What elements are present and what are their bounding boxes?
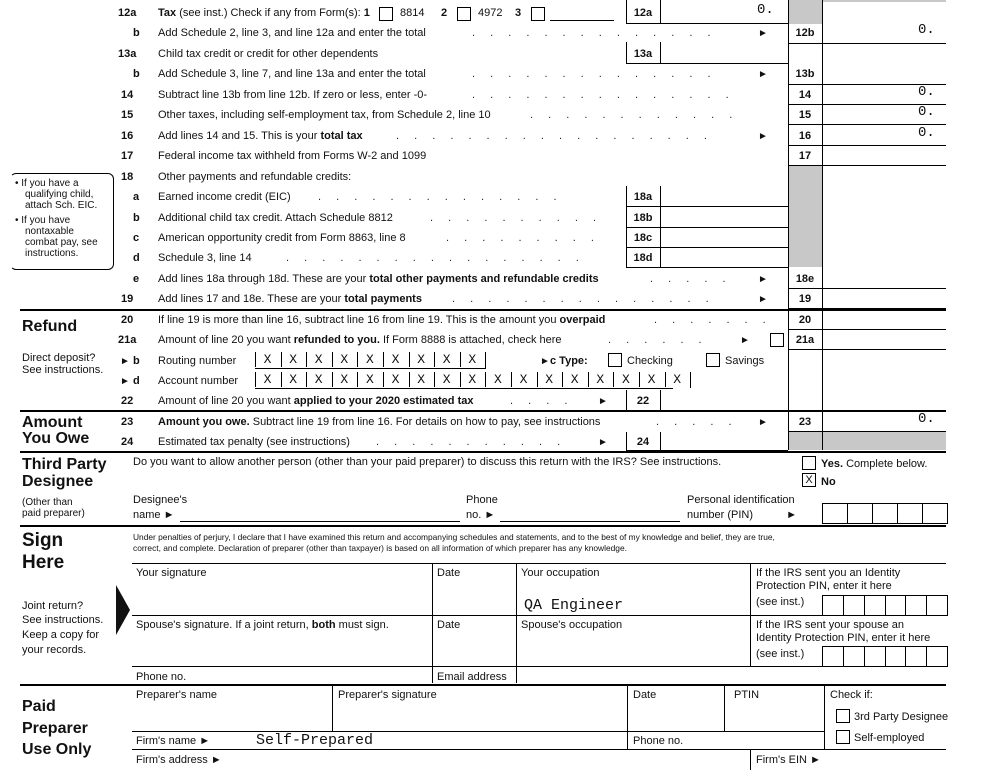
leader-dots: . . . . . . . . . . . . . . . [452, 293, 715, 305]
preparer-date-label: Date [633, 689, 657, 701]
leader-dots: . . . . . . . . . . . . . . [318, 191, 563, 203]
line-ref: 19 [798, 293, 812, 305]
line-number: c [133, 232, 140, 244]
third-party-designee-label: 3rd Party Designee [854, 711, 949, 723]
email-label: Email address [437, 671, 507, 683]
savings-checkbox[interactable] [706, 353, 720, 367]
tpd-question: Do you want to allow another person (other than your paid preparer) to discuss this return with the IRS? See instructions. [133, 456, 722, 468]
line-number: 24 [121, 436, 134, 448]
tpd-heading: Designee [22, 473, 94, 490]
direct-deposit-note: See instructions. [22, 364, 104, 376]
line-number: b [133, 27, 140, 39]
routing-digit-cell[interactable]: X [281, 352, 305, 367]
leader-dots: . . . . . . . . . . . . [530, 109, 739, 121]
arrow-icon: ► [758, 417, 768, 428]
tpd-note: (Other than [22, 497, 73, 508]
eic-note-box [10, 173, 114, 270]
preparer-signature-field[interactable] [334, 702, 624, 729]
line-text: Additional child tax credit. Attach Schedule 8812 [158, 212, 393, 224]
savings-label: Savings [725, 355, 765, 367]
line-text: American opportunity credit from Form 8863, line 8 [158, 232, 406, 244]
leader-dots: . . . . . . . . . . . . . . [472, 68, 717, 80]
arrow-icon: ► [120, 356, 130, 367]
line-ref: 16 [798, 130, 812, 142]
line-number: 18 [121, 171, 134, 183]
line-ref: 18a [633, 191, 653, 203]
joint-note: See instructions. [22, 614, 104, 626]
leader-dots: . . . . . . . . . . . [376, 436, 567, 448]
checking-checkbox[interactable] [608, 353, 622, 367]
account-label: Account number [158, 375, 239, 387]
note-line: instructions. [25, 248, 79, 259]
check-if-label: Check if: [830, 689, 873, 701]
line-ref: 22 [636, 395, 650, 407]
line-text: Schedule 3, line 14 [158, 252, 252, 264]
line-number: 17 [121, 150, 134, 162]
arrow-icon: ► [484, 509, 496, 521]
leader-dots: . . . . . . [608, 334, 708, 346]
checking-label: Checking [627, 355, 673, 367]
preparer-heading: Preparer [22, 720, 88, 737]
account-digit-cell[interactable]: X [383, 372, 407, 387]
routing-digit-cell[interactable]: X [383, 352, 407, 367]
note-line: qualifying child, [25, 189, 94, 200]
line-number: 16 [121, 130, 134, 142]
preparer-name-label: Preparer's name [136, 689, 217, 701]
arrow-icon: ► [540, 356, 550, 367]
spouse-signature-label: Spouse's signature. If a joint return, both must sign. [136, 619, 389, 631]
line-ref: 18e [795, 273, 815, 285]
line-number: 13a [118, 48, 137, 60]
line-ref: 18d [633, 252, 653, 264]
spouse-occupation-label: Spouse's occupation [521, 619, 623, 631]
designee-phone-label: no. ► [466, 509, 496, 521]
line-ref: 23 [798, 416, 812, 428]
routing-digit-cell[interactable]: X [460, 352, 484, 367]
form-4972-checkbox[interactable] [457, 7, 471, 21]
account-digit-cell[interactable]: X [613, 372, 637, 387]
form-8814-checkbox[interactable] [379, 7, 393, 21]
line-number: 14 [121, 89, 134, 101]
routing-digit-cell[interactable]: X [409, 352, 433, 367]
preparer-heading: Paid [22, 698, 56, 715]
line-number: 20 [121, 314, 134, 326]
line-number: 23 [121, 416, 134, 428]
arrow-icon: ► [758, 294, 768, 305]
arrow-icon: ► [598, 396, 608, 407]
perjury-statement: Under penalties of perjury, I declare that I have examined this return and accompanying schedules and statements, and to the best of my knowledge and belief, they are true, [133, 532, 775, 542]
routing-digit-cell[interactable]: X [255, 352, 279, 367]
line-text: Earned income credit (EIC) [158, 191, 291, 203]
account-digit-cell[interactable]: X [434, 372, 458, 387]
leader-dots: . . . . . . . . . . [430, 212, 603, 224]
leader-dots: . . . . . . . . . [446, 232, 600, 244]
tpd-yes-checkbox[interactable] [802, 456, 816, 470]
routing-digit-cell[interactable]: X [306, 352, 330, 367]
date-label: Date [437, 567, 461, 579]
note-line: • If you have a [15, 178, 79, 189]
spouse-ippin-field[interactable] [822, 646, 948, 667]
line-15-value[interactable]: 0. [918, 104, 935, 120]
line-ref: 13a [633, 48, 653, 60]
line-number: b [133, 355, 140, 367]
leader-dots: . . . . . . . . . . . . . . . [472, 89, 735, 101]
tpd-note: paid preparer) [22, 508, 85, 519]
designee-phone-label: Phone [466, 494, 498, 506]
line-number: 15 [121, 109, 134, 121]
account-digit-cell[interactable]: X [562, 372, 586, 387]
date-label: Date [437, 619, 461, 631]
account-digit-cell[interactable]: X [281, 372, 305, 387]
gray-cell [788, 166, 822, 267]
line-22-text: Amount of line 20 you want applied to your 2020 estimated tax [158, 395, 474, 407]
account-type-label: c Type: [550, 355, 588, 367]
arrow-icon: ► [598, 437, 608, 448]
line-number: b [133, 68, 140, 80]
account-digit-cell[interactable]: X [409, 372, 433, 387]
line-ref: 20 [798, 314, 812, 326]
line-12a-text: Tax (see inst.) Check if any from Form(s): 1 [158, 7, 370, 19]
arrow-icon: ► [210, 754, 222, 766]
designee-label: name ► [133, 509, 175, 521]
line-ref: 24 [636, 436, 650, 448]
occupation-value[interactable]: QA Engineer [524, 597, 624, 614]
firm-address-label: Firm's address ► [136, 754, 222, 766]
account-number-field[interactable] [255, 372, 681, 389]
joint-note: Joint return? [22, 600, 84, 612]
leader-dots: . . . . [510, 395, 574, 407]
direct-deposit-note: Direct deposit? [22, 352, 96, 364]
line-text: Child tax credit or credit for other dependents [158, 48, 379, 60]
form-4972-label: 4972 [478, 7, 503, 19]
account-digit-cell[interactable]: X [485, 372, 509, 387]
account-digit-cell[interactable]: X [537, 372, 561, 387]
account-digit-cell[interactable]: X [588, 372, 612, 387]
routing-digit-cell[interactable]: X [332, 352, 356, 367]
form-8888-checkbox[interactable] [770, 333, 784, 347]
account-digit-cell[interactable]: X [511, 372, 535, 387]
third-party-designee-checkbox[interactable] [836, 709, 850, 723]
firm-phone-label: Phone no. [633, 735, 684, 747]
tpd-no-label: No [821, 476, 836, 488]
gray-cell [788, 432, 946, 450]
joint-note: Keep a copy for [22, 629, 100, 641]
routing-number-field[interactable] [255, 352, 486, 369]
arrow-icon: ► [810, 754, 821, 766]
form-num-2: 2 [441, 7, 448, 19]
signature-date-field[interactable] [434, 580, 514, 613]
sign-heading: Sign [22, 530, 64, 551]
tpd-yes-label: Yes. Complete below. [821, 458, 928, 470]
line-number: 21a [118, 334, 137, 346]
line-number: a [133, 191, 140, 203]
line-12b-value[interactable]: 0. [918, 22, 935, 38]
preparer-heading: Use Only [22, 741, 92, 758]
line-number: d [133, 252, 140, 264]
designee-pin-label: number (PIN) ► [687, 509, 797, 521]
line-16-text: Add lines 14 and 15. This is your total tax [158, 130, 363, 142]
line-number: 12a [118, 7, 137, 19]
arrow-icon: ► [758, 274, 768, 285]
leader-dots: . . . . . . . . . . . . . . . . . . [396, 130, 713, 142]
arrow-icon: ► [786, 509, 797, 521]
arrow-icon: ► [758, 28, 768, 39]
note-line: combat pay, see [25, 237, 98, 248]
firm-ein-label: Firm's EIN ► [756, 754, 821, 766]
line-23-value[interactable]: 0. [918, 411, 935, 427]
account-digit-cell[interactable]: X [665, 372, 689, 387]
firm-name-value[interactable]: Self-Prepared [256, 732, 374, 749]
line-ref: 17 [798, 150, 812, 162]
designee-name-field[interactable] [180, 521, 460, 522]
leader-dots: . . . . . . . . . . . . . . [472, 27, 717, 39]
phone-label: Phone no. [136, 671, 187, 683]
preparer-signature-label: Preparer's signature [338, 689, 437, 701]
form-3-checkbox[interactable] [531, 7, 545, 21]
line-ref: 18c [633, 232, 653, 244]
your-signature-label: Your signature [136, 567, 207, 579]
leader-dots: . . . . . . . . . . . . . . . . . [286, 252, 585, 264]
line-21a-text: Amount of line 20 you want refunded to you. If Form 8888 is attached, check here [158, 334, 562, 346]
ippin-label: (see inst.) [756, 596, 805, 608]
arrow-icon: ► [758, 131, 768, 142]
account-digit-cell[interactable]: X [357, 372, 381, 387]
leader-dots: . . . . . . . [654, 314, 772, 326]
your-signature-field[interactable] [133, 580, 430, 613]
form-num-3: 3 [515, 7, 522, 19]
ippin-label: Protection PIN, enter it here [756, 580, 892, 592]
firm-name-label: Firm's name ► [136, 735, 211, 747]
line-ref: 12b [795, 27, 815, 39]
line-14-value[interactable]: 0. [918, 84, 935, 100]
routing-digit-cell[interactable]: X [357, 352, 381, 367]
amount-owe-heading: Amount [22, 414, 83, 431]
routing-digit-cell[interactable]: X [434, 352, 458, 367]
leader-dots: . . . . . [650, 273, 732, 285]
arrow-icon: ► [758, 69, 768, 80]
your-occupation-label: Your occupation [521, 567, 600, 579]
note-line: • If you have [15, 215, 71, 226]
designee-pin-label: Personal identification [687, 494, 795, 506]
arrow-icon: ► [163, 509, 175, 521]
line-ref: 13b [795, 68, 815, 80]
note-line: nontaxable [25, 226, 74, 237]
designee-pin-field[interactable] [822, 503, 948, 524]
designee-label: Designee's [133, 494, 188, 506]
sign-heading: Here [22, 552, 65, 573]
leader-dots: . . . . . [656, 416, 738, 428]
line-text: Other taxes, including self-employment tax, from Schedule 2, line 10 [158, 109, 491, 121]
arrow-icon: ► [740, 335, 750, 346]
ptin-label: PTIN [734, 689, 760, 701]
line-ref: 15 [798, 109, 812, 121]
form-3-entry-line[interactable] [550, 20, 614, 21]
perjury-statement: correct, and complete. Declaration of preparer (other than taxpayer) is based on all information of which preparer has any knowledge. [133, 543, 627, 553]
line-ref: 21a [795, 334, 815, 346]
ippin-field[interactable] [822, 595, 948, 616]
ippin-label: If the IRS sent you an Identity [756, 567, 901, 579]
arrow-icon: ► [199, 735, 211, 747]
line-text: Federal income tax withheld from Forms W-2 and 1099 [158, 150, 427, 162]
form-8814-label: 8814 [400, 7, 425, 19]
line-12a-value[interactable]: 0. [757, 2, 774, 18]
account-digit-cell[interactable]: X [460, 372, 484, 387]
spouse-ippin-label: Identity Protection PIN, enter it here [756, 632, 931, 644]
line-number: d [133, 375, 140, 387]
tpd-heading: Third Party [22, 456, 107, 473]
line-ref: 18b [633, 212, 653, 224]
note-line: attach Sch. EIC. [25, 200, 98, 211]
arrow-icon: ► [120, 376, 130, 387]
line-number: e [133, 273, 140, 285]
line-text: Add Schedule 2, line 3, and line 12a and enter the total [158, 27, 426, 39]
spouse-ippin-label: (see inst.) [756, 648, 805, 660]
account-digit-cell[interactable]: X [255, 372, 279, 387]
line-number: 19 [121, 293, 134, 305]
account-digit-cell[interactable]: X [639, 372, 663, 387]
line-text: Add Schedule 3, line 7, and line 13a and enter the total [158, 68, 426, 80]
account-digit-cell[interactable]: X [306, 372, 330, 387]
sign-arrow-icon [114, 585, 132, 635]
line-number: 22 [121, 395, 134, 407]
account-digit-cell[interactable]: X [332, 372, 356, 387]
spouse-ippin-label: If the IRS sent your spouse an [756, 619, 904, 631]
self-employed-checkbox[interactable] [836, 730, 850, 744]
amount-owe-heading: You Owe [22, 430, 90, 447]
self-employed-label: Self-employed [854, 732, 925, 744]
line-text: Estimated tax penalty (see instructions) [158, 436, 350, 448]
line-ref: 14 [798, 89, 812, 101]
line-23-text: Amount you owe. Subtract line 19 from line 16. For details on how to pay, see instructions [158, 416, 601, 428]
joint-note: your records. [22, 644, 87, 656]
designee-phone-field[interactable] [500, 521, 680, 522]
line-18e-text: Add lines 18a through 18d. These are your total other payments and refundable credits [158, 273, 599, 285]
refund-heading: Refund [22, 318, 78, 335]
routing-label: Routing number [158, 355, 237, 367]
line-19-text: Add lines 17 and 18e. These are your total payments [158, 293, 422, 305]
line-number: b [133, 212, 140, 224]
line-text: Other payments and refundable credits: [158, 171, 352, 183]
gray-cell [822, 0, 946, 2]
line-20-text: If line 19 is more than line 16, subtract line 16 from line 19. This is the amount you overpaid [158, 314, 606, 326]
line-text: Subtract line 13b from line 12b. If zero or less, enter -0- [158, 89, 428, 101]
gray-cell [788, 0, 822, 24]
spouse-signature-field[interactable] [133, 632, 430, 664]
preparer-name-field[interactable] [134, 702, 330, 729]
line-ref: 12a [633, 7, 653, 19]
tpd-no-checkbox[interactable]: X [802, 473, 816, 487]
line-16-value[interactable]: 0. [918, 125, 935, 141]
